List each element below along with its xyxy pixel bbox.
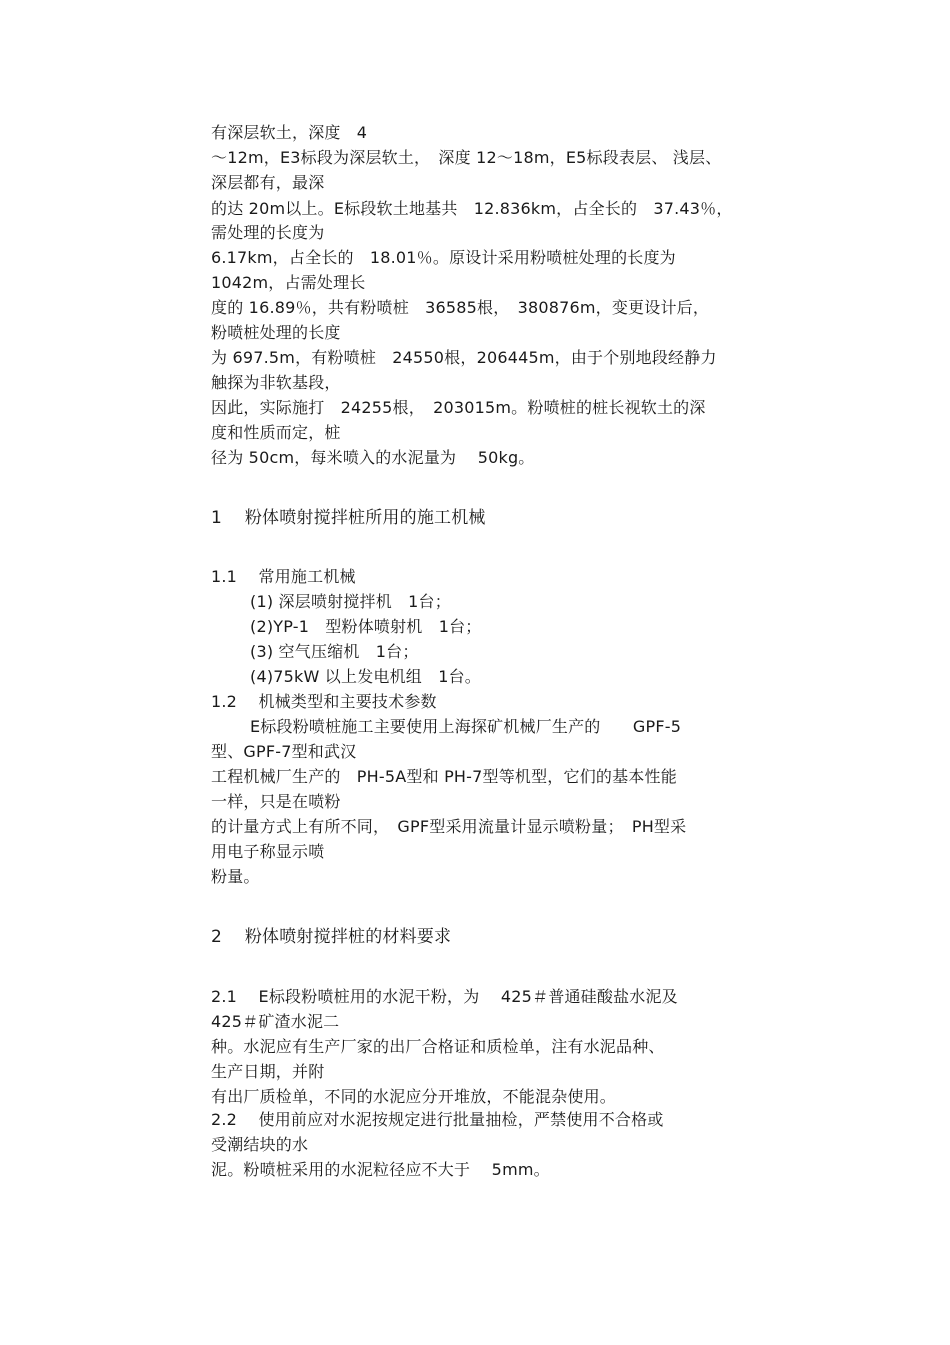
section-2-line: 有出厂质检单，不同的水泥应分开堆放，不能混杂使用。 — [211, 1087, 617, 1106]
intro-line: ～12m，E3标段为深层软土， 深度 12～18m，E5标段表层、 浅层、 — [211, 148, 722, 167]
intro-line: 1042m，占需处理长 — [211, 273, 366, 292]
section-1-2-line: 的计量方式上有所不同， GPF型采用流量计显示喷粉量； PH型采 — [211, 817, 687, 836]
machine-list-item: (3) 空气压缩机 1台； — [250, 642, 419, 661]
section-2-line: 2.1 E标段粉喷桩用的水泥干粉，为 425＃普通硅酸盐水泥及 — [211, 987, 678, 1006]
section-2-line: 种。水泥应有生产厂家的出厂合格证和质检单，注有水泥品种、 — [211, 1037, 665, 1056]
intro-line: 需处理的长度为 — [211, 223, 325, 242]
section-2-line: 受潮结块的水 — [211, 1135, 309, 1154]
intro-line: 6.17km，占全长的 18.01％。原设计采用粉喷桩处理的长度为 — [211, 248, 676, 267]
machine-list-item: (4)75kW 以上发电机组 1台。 — [250, 667, 481, 686]
intro-line: 度和性质而定，桩 — [211, 423, 341, 442]
intro-line: 的达 20m以上。E标段软土地基共 12.836km，占全长的 37.43％， — [211, 199, 733, 218]
intro-line: 为 697.5m，有粉喷桩 24550根，206445m，由于个别地段经静力 — [211, 348, 717, 367]
section-1-heading: 1 粉体喷射搅拌桩所用的施工机械 — [211, 508, 486, 528]
intro-line: 粉喷桩处理的长度 — [211, 323, 341, 342]
section-1-1-title: 1.1 常用施工机械 — [211, 567, 356, 586]
intro-line: 深层都有，最深 — [211, 173, 325, 192]
section-2-line: 泥。粉喷桩采用的水泥粒径应不大于 5mm。 — [211, 1160, 550, 1179]
section-1-2-line: 粉量。 — [211, 867, 260, 886]
intro-line: 因此，实际施打 24255根， 203015m。粉喷桩的桩长视软土的深 — [211, 398, 706, 417]
section-2-line: 生产日期，并附 — [211, 1062, 325, 1081]
section-1-2-line: 型、GPF-7型和武汉 — [211, 742, 357, 761]
section-1-2-line: 工程机械厂生产的 PH-5A型和 PH-7型等机型，它们的基本性能 — [211, 767, 677, 786]
intro-line: 径为 50cm，每米喷入的水泥量为 50kg。 — [211, 448, 535, 467]
intro-line: 有深层软土，深度 4 — [211, 123, 368, 142]
machine-list-item: (1) 深层喷射搅拌机 1台； — [250, 592, 451, 611]
section-2-line: 425＃矿渣水泥二 — [211, 1012, 340, 1031]
section-1-2-line: 用电子称显示喷 — [211, 842, 325, 861]
section-1-2-line: E标段粉喷桩施工主要使用上海探矿机械厂生产的 GPF-5 — [250, 717, 682, 736]
section-1-2-title: 1.2 机械类型和主要技术参数 — [211, 692, 437, 711]
section-1-2-line: 一样，只是在喷粉 — [211, 792, 341, 811]
intro-line: 触探为非软基段， — [211, 373, 341, 392]
intro-line: 度的 16.89％，共有粉喷桩 36585根， 380876m，变更设计后， — [211, 298, 710, 317]
section-2-line: 2.2 使用前应对水泥按规定进行批量抽检，严禁使用不合格或 — [211, 1110, 664, 1129]
machine-list-item: (2)YP-1 型粉体喷射机 1台； — [250, 617, 482, 636]
section-2-heading: 2 粉体喷射搅拌桩的材料要求 — [211, 927, 452, 947]
